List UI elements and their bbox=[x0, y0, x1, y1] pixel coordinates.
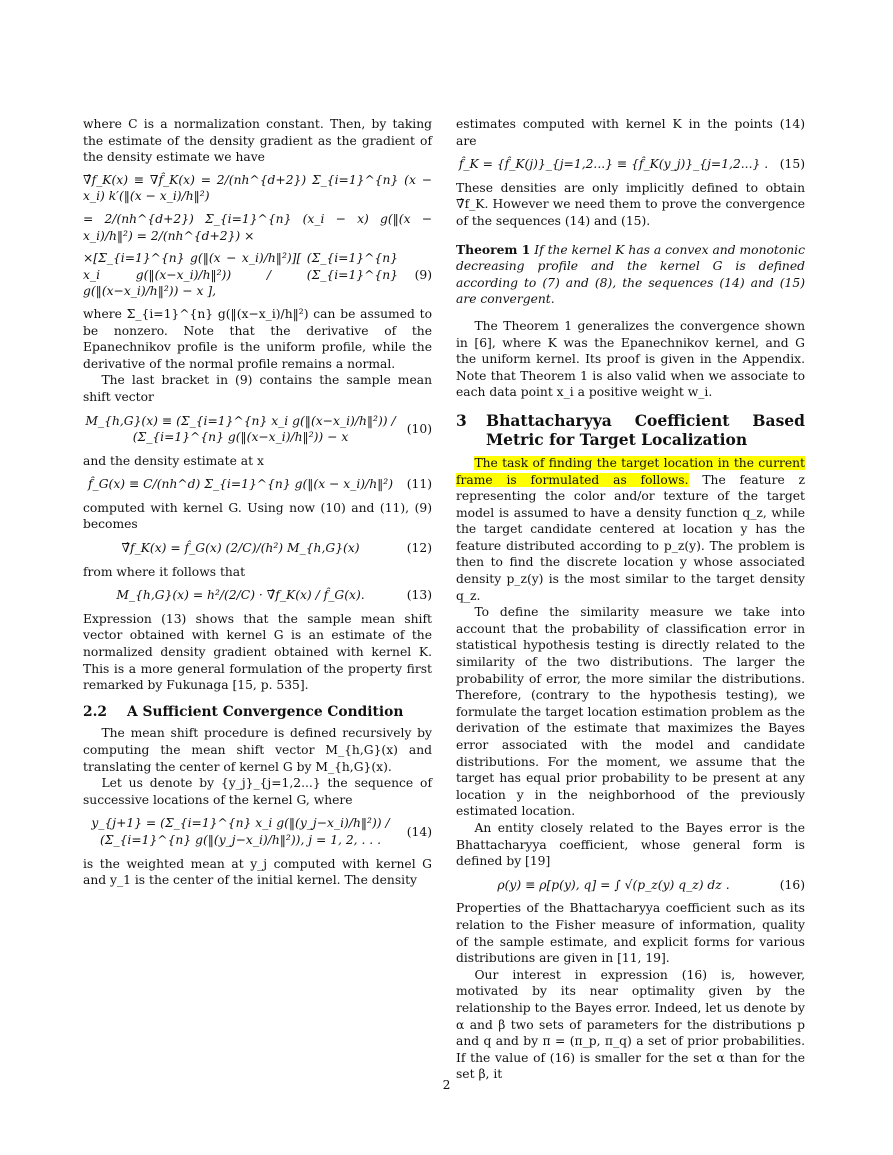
equation-number: (16) bbox=[779, 877, 805, 892]
paragraph: estimates computed with kernel K in the points (14) are bbox=[456, 117, 805, 148]
paragraph: Let us denote by {y_j}_{j=1,2...} the sequence of successive locations of the kernel G, where bbox=[83, 776, 432, 807]
equation-line: = 2/(nh^{d+2}) Σ_{i=1}^{n} (x_i − x) g(‖(x − x_i)/h‖²) = 2/(nh^{d+2}) × bbox=[83, 211, 432, 243]
subsection-heading bbox=[83, 704, 432, 721]
equation-11 bbox=[83, 476, 432, 493]
paragraph: from where it follows that bbox=[83, 564, 246, 579]
equation-14 bbox=[83, 815, 432, 848]
right-column bbox=[456, 116, 805, 1083]
paragraph: computed with kernel G. Using now (10) and (11), (9) becomes bbox=[83, 500, 432, 532]
equation-number: (9) bbox=[414, 267, 432, 282]
equation-number: (14) bbox=[406, 824, 432, 839]
equation-line: ×[Σ_{i=1}^{n} g(‖(x − x_i)/h‖²)][ (Σ_{i=1}^{n} x_i g(‖(x−x_i)/h‖²)) / (Σ_{i=1}^{n} g(‖(x−x_i)/h‖²)) − x ], bbox=[83, 251, 398, 299]
page-number: 2 bbox=[442, 1078, 451, 1092]
paragraph-text: The feature z representing the color and/or texture of the target model is assumed to have a density function q_z, while the target candidate centered at location y has the feature distributed according to p_z(y). The problem is then to find the discrete location y whose associated density p_z(y) is the most similar to the target density q_z. bbox=[456, 472, 805, 603]
equation-number: (13) bbox=[406, 588, 432, 603]
equation-10 bbox=[83, 413, 432, 446]
equation-15 bbox=[456, 156, 805, 173]
paragraph: Expression (13) shows that the sample mean shift vector obtained with kernel G is an estimate of the normalized density gradient obtained with kernel K. This is a more general formulation of the property first remarked by Fukunaga [15, p. 535]. bbox=[83, 611, 432, 693]
equation-16 bbox=[456, 877, 805, 894]
equation-number: (15) bbox=[779, 157, 805, 172]
paragraph: The Theorem 1 generalizes the convergence shown in [6], where K was the Epanechnikov kernel, and G the uniform kernel. Its proof is given in the Appendix. Note that Theorem 1 is also valid when we associate to each data point x_i a positive weight w_i. bbox=[456, 318, 805, 400]
section-title-line: Metric for Target Localization bbox=[486, 429, 748, 449]
paragraph: To define the similarity measure we take into account that the probability of classification error in statistical hypothesis testing is directly related to the similarity of the two distributions. The larger the probability of error, the more similar the distributions. Therefore, (contrary to the hypothesis testing), we formulate the target location estimation problem as the derivation of the estimate that maximizes the Bayes error associated with the model and candidate distributions. For the moment, we assume that the target has equal prior probability to be present at any location y in the neighborhood of the previously estimated location. bbox=[456, 605, 805, 819]
paragraph: is the weighted mean at y_j computed with kernel G and y_1 is the center of the initial kernel. The density bbox=[83, 856, 432, 888]
equation-number: (10) bbox=[406, 421, 432, 436]
equation-body: M_{h,G}(x) ≡ (Σ_{i=1}^{n} x_i g(‖(x−x_i)/h‖²)) / (Σ_{i=1}^{n} g(‖(x−x_i)/h‖²)) − x bbox=[85, 413, 396, 445]
equation-body: M_{h,G}(x) = h²/(2/C) · ∇̂f_K(x) / f̂_G(x). bbox=[116, 588, 365, 603]
theorem-text: If the kernel K has a convex and monotonic decreasing profile and the kernel G is defined according to (7) and (8), the sequences (14) and (15) are convergent. bbox=[456, 242, 805, 307]
subsection-title: A Sufficient Convergence Condition bbox=[127, 703, 404, 720]
paragraph: The last bracket in (9) contains the sample mean shift vector bbox=[83, 373, 432, 404]
equation-number: (11) bbox=[406, 477, 432, 492]
theorem bbox=[456, 242, 805, 308]
equation-number: (12) bbox=[406, 541, 432, 556]
section-number: 3 bbox=[456, 410, 467, 430]
paragraph: Our interest in expression (16) is, however, motivated by its near optimality given by the relationship to the Bayes error. Indeed, let us denote by α and β two sets of parameters for the distributions p and q and by π = (π_p, π_q) a set of prior probabilities. If the value of (16) is smaller for the set α than for the set β, it bbox=[456, 967, 805, 1082]
left-column bbox=[83, 116, 432, 889]
paragraph: where C is a normalization constant. Then, by taking the estimate of the density gradient as the gradient of the density estimate we have bbox=[83, 117, 432, 165]
equation-12 bbox=[83, 540, 432, 557]
equation-body: f̂_K = {f̂_K(j)}_{j=1,2...} ≡ {f̂_K(y_j)}_{j=1,2...} . bbox=[458, 157, 769, 172]
equation-body: ρ(y) ≡ ρ[p(y), q] = ∫ √(p_z(y) q_z) dz . bbox=[497, 877, 730, 892]
subsection-number: 2.2 bbox=[83, 703, 108, 720]
equation-line: ∇̂f_K(x) ≡ ∇f̂_K(x) = 2/(nh^{d+2}) Σ_{i=1}^{n} (x − x_i) k′(‖(x − x_i)/h‖²) bbox=[83, 172, 432, 204]
section-title-line: Bhattacharyya Coefficient Based bbox=[486, 410, 805, 430]
highlighted-text: The task of finding the target location in the current frame is formulated as follows. bbox=[456, 455, 805, 487]
equation-9 bbox=[83, 172, 432, 300]
equation-13 bbox=[83, 587, 432, 604]
equation-body: f̂_G(x) ≡ C/(nh^d) Σ_{i=1}^{n} g(‖(x − x_i)/h‖²) bbox=[88, 477, 393, 492]
section-heading bbox=[456, 411, 805, 449]
paragraph: These densities are only implicitly defined to obtain ∇̂f_K. However we need them to prove the convergence of the sequences (14) and (15). bbox=[456, 180, 805, 228]
paragraph: The mean shift procedure is defined recursively by computing the mean shift vector M_{h,G}(x) and translating the center of kernel G by M_{h,G}(x). bbox=[83, 726, 432, 774]
paragraph: and the density estimate at x bbox=[83, 453, 264, 468]
equation-body: y_{j+1} = (Σ_{i=1}^{n} x_i g(‖(y_j−x_i)/h‖²)) / (Σ_{i=1}^{n} g(‖(y_j−x_i)/h‖²)), j = 1, 2, . . . bbox=[91, 816, 390, 847]
paragraph: An entity closely related to the Bayes error is the Bhattacharyya coefficient, whose general form is defined by [19] bbox=[456, 820, 805, 869]
paragraph: where Σ_{i=1}^{n} g(‖(x−x_i)/h‖²) can be assumed to be nonzero. Note that the derivative of the Epanechnikov profile is the uniform profile, while the derivative of the normal profile remains a normal. bbox=[83, 306, 432, 371]
paragraph bbox=[456, 455, 805, 604]
theorem-label: Theorem 1 bbox=[456, 241, 531, 257]
paragraph: Properties of the Bhattacharyya coefficient such as its relation to the Fisher measure of information, quality of the sample estimate, and explicit forms for various distributions are given in [11, 19]. bbox=[456, 901, 805, 966]
equation-body: ∇̂f_K(x) = f̂_G(x) (2/C)/(h²) M_{h,G}(x) bbox=[121, 541, 360, 556]
